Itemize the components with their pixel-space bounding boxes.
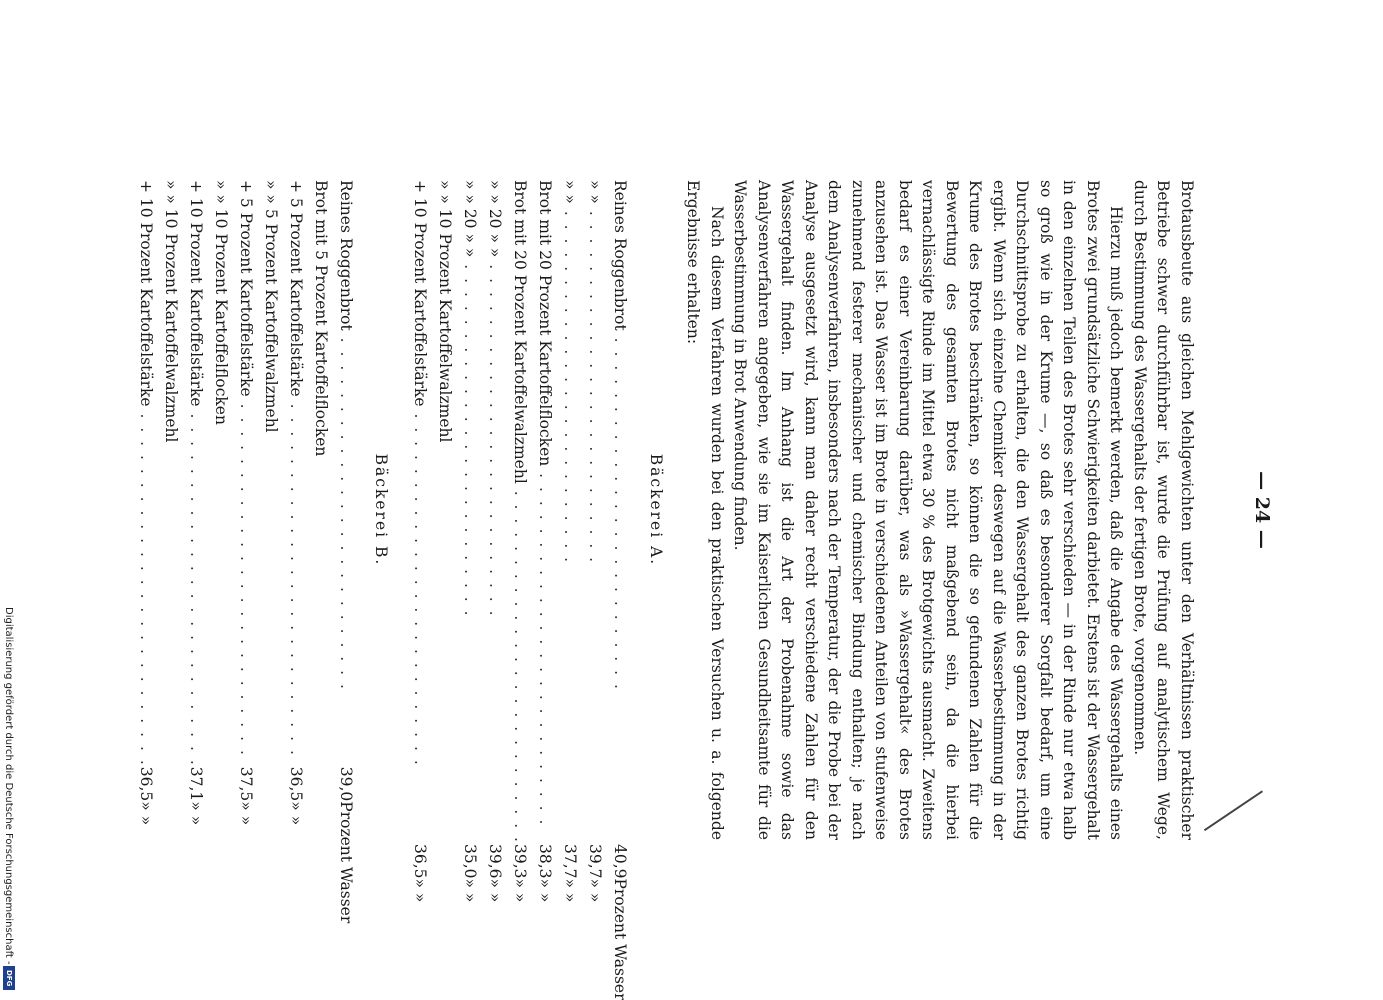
row-value: 39,7 [586, 844, 605, 879]
row-unit: » » [586, 878, 605, 903]
row-label: » » 10 Prozent Kartoffelflocken [212, 180, 230, 425]
table-row [407, 180, 432, 1000]
row-label: » » 20 » » . . . . . . . . . . . . . . . . . . . . . . . . . . [461, 180, 480, 618]
bakery-b-table [132, 180, 357, 923]
row-unit [432, 879, 457, 1000]
paragraph-1: Brotausbeute aus gleichen Mehlgewichten unter den Verhältnissen praktischer Betriebe schwer durchführbar ist, wurde die Prüfung auf analytischem Wege, durch Bestimmung des Wassergehalts der fertigen Brote, vorgenommen. [1131, 180, 1196, 840]
table-row [457, 180, 482, 1000]
bakery-b-heading: Bäckerei B. [372, 453, 391, 567]
table-row [557, 180, 582, 1000]
table-row [132, 180, 157, 923]
row-label: » » 10 Prozent Kartoffelwalzmehl [162, 180, 180, 443]
row-label: + 5 Prozent Kartoffelstärke . . . . . . . . . . . . . . . . . . . . . . . . . . [287, 180, 305, 757]
row-unit: » » [461, 878, 480, 903]
row-label: + 5 Prozent Kartoffelstärke . . . . . . . . . . . . . . . . . . . . . . . . . . [237, 180, 255, 757]
page-content [132, 180, 1198, 1000]
bakery-a-heading: Bäckerei A. [647, 453, 665, 567]
row-unit: » » [137, 801, 155, 826]
table-row [282, 180, 307, 923]
bakery-a-table [407, 180, 632, 1000]
row-label: » » 10 Prozent Kartoffelwalzmehl [436, 180, 455, 443]
row-value: 39,3 [511, 844, 530, 879]
row-label: » » . . . . . . . . . . . . . . . . . . . . . . . . . . [561, 180, 580, 565]
row-unit [257, 801, 282, 923]
row-value: 35,0 [461, 844, 480, 879]
table-row [507, 180, 532, 1000]
row-unit: » » [287, 801, 305, 826]
row-label: » » . . . . . . . . . . . . . . . . . . . . . . . . . . [586, 180, 605, 565]
row-unit: » » [561, 878, 580, 903]
row-value [432, 844, 457, 879]
body-text [681, 180, 1198, 840]
row-label: Reines Roggenbrot . . . . . . . . . . . . . . . . . . . . . . . . . . [337, 180, 355, 691]
row-value [157, 767, 182, 802]
row-unit [207, 801, 232, 923]
paragraph-3: Nach diesem Verfahren wurden bei den praktischen Versuchen u. a. folgende Ergebnisse erhalten: [684, 180, 726, 840]
row-label: Brot mit 5 Prozent Kartoffelflocken [312, 180, 330, 457]
table-row [182, 180, 207, 923]
row-label: Brot mit 20 Prozent Kartoffelflocken . . . . . . . . . . . . . . . . . . . . . . . . . . [536, 180, 555, 827]
row-label: + 10 Prozent Kartoffelstärke . . . . . . . . . . . . . . . . . . . . . . . . . . [411, 180, 430, 767]
credit-text: Digitalisierung gefördert durch die Deutsche Forschungsgemeinschaft - [3, 607, 14, 965]
row-value: 37,5 [237, 766, 255, 802]
table-row [532, 180, 557, 1000]
row-unit: » » [237, 801, 255, 826]
row-value: 39,0 [337, 766, 355, 802]
row-label: + 10 Prozent Kartoffelstärke . . . . . . . . . . . . . . . . . . . . . . . . . . [187, 180, 205, 767]
row-value: 36,5 [137, 766, 155, 802]
row-unit: » » [411, 878, 430, 903]
row-value: 39,6 [486, 844, 505, 879]
row-unit [307, 801, 332, 923]
row-unit: » » [511, 878, 530, 903]
row-label: Reines Roggenbrot . . . . . . . . . . . . . . . . . . . . . . . . . . [611, 180, 630, 691]
row-unit: » » [486, 878, 505, 903]
table-row [307, 180, 332, 923]
row-value: 37,1 [187, 766, 205, 802]
row-value: 37,7 [561, 844, 580, 879]
row-label: + 10 Prozent Kartoffelstärke . . . . . . . . . . . . . . . . . . . . . . . . . . [137, 180, 155, 767]
table-row [257, 180, 282, 923]
row-value [257, 767, 282, 802]
row-unit [157, 801, 182, 923]
row-value: 38,3 [536, 844, 555, 879]
row-unit: Prozent Wasser [337, 801, 355, 924]
dfg-logo: DFG [3, 966, 15, 990]
table-row [232, 180, 257, 923]
digitization-credit [0, 0, 22, 1000]
row-value: 36,5 [287, 766, 305, 802]
table-row [207, 180, 232, 923]
row-value: 36,5 [411, 844, 430, 879]
row-unit: Prozent Wasser [611, 878, 630, 1000]
table-row [607, 180, 632, 1000]
row-value: 40,9 [611, 844, 630, 879]
row-unit: » » [187, 801, 205, 826]
table-row [582, 180, 607, 1000]
row-label: » » 5 Prozent Kartoffelwalzmehl [262, 180, 280, 433]
table-row [432, 180, 457, 1000]
row-unit: » » [536, 878, 555, 903]
paragraph-2: Hierzu muß jedoch bemerkt werden, daß die Angabe des Wassergehalts eines Brotes zwei grundsätzliche Schwierigkeiten darbietet. Erstens ist der Wassergehalt in den einzelnen Teilen des Brotes sehr verschieden — in der Rinde nur etwa halb so groß wie in der Krume —, so daß es besonderer Sorgfalt bedarf, um eine Durchschnittsprobe zu erhalten, die den Wassergehalt des ganzen Brotes richtig ergibt. Wenn sich einzelne Chemiker deswegen auf die Wasserbestimmung in der Krume des Brotes beschränken, so können die so gefundenen Zahlen für die Bewertung des gesamten Brotes nicht maßgebend sein, da die hierbei vernachlässigte Rinde im Mittel etwa 30 % des Brotgewichts ausmacht. Zweitens bedarf es einer Vereinbarung darüber, was als »Wassergehalt« des Brotes anzusehen ist. Das Wasser ist im Brote in verschiedenen Anteilen von stufenweise zunehmend festerer mechanischer und chemischer Bindung enthalten; je nach dem Analysenverfahren, insbesonders nach der Temperatur, der die Probe bei der Analyse ausgesetzt wird, kann man daher recht verschiedene Zahlen für den Wassergehalt finden. Im Anhang ist die Art der Probenahme sowie das Analysenverfahren angegeben, wie sie im Kaiserlichen Gesundheitsamte für die Wasserbestimmung in Brot Anwendung finden. [731, 180, 1126, 840]
table-row [482, 180, 507, 1000]
row-value [207, 767, 232, 802]
table-row [157, 180, 182, 923]
page-number: — 24 — [1251, 471, 1273, 549]
table-row [332, 180, 357, 923]
row-label: Brot mit 20 Prozent Kartoffelwalzmehl . . . . . . . . . . . . . . . . . . . . . . . . . . [511, 180, 530, 844]
row-label: » » 20 » » . . . . . . . . . . . . . . . . . . . . . . . . . . [486, 180, 505, 618]
row-value [307, 767, 332, 802]
